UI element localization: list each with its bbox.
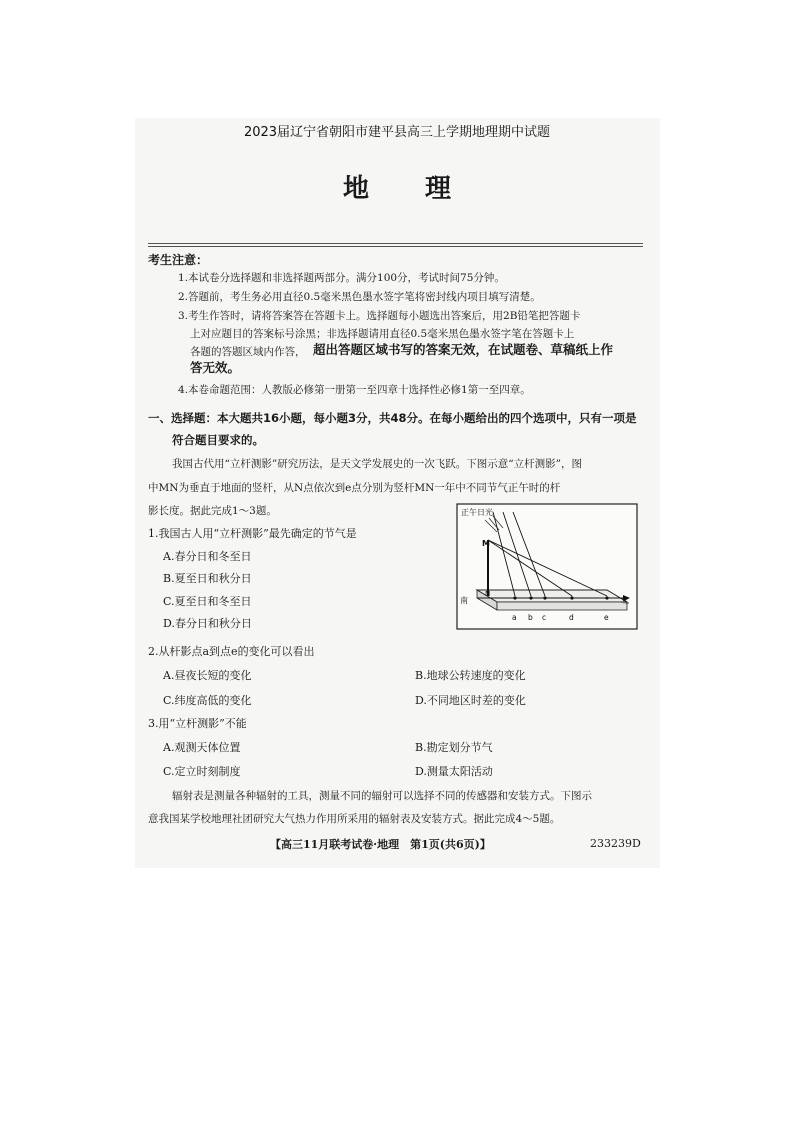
q2-option-b: B.地球公转速度的变化 [415,669,526,682]
passage2-line-2: 意我国某学校地理社团研究大气热力作用所采用的辐射表及安装方式。据此完成4～5题。 [148,813,561,825]
passage1-line-1: 我国古代用“立杆测影”研究历法，是天文学发展史的一次飞跃。下图示意“立杆测影”，图 [172,458,582,470]
ground-plate-front [497,602,627,610]
q1-option-c: C.夏至日和冬至日 [163,595,252,608]
q1-option-b: B.夏至日和秋分日 [163,572,252,585]
document-title: 2023届辽宁省朝阳市建平县高三上学期地理期中试题 [243,125,551,140]
q2-option-a: A.昼夜长短的变化 [163,669,252,682]
notice-line-1: 1.本试卷分选择题和非选择题两部分。满分100分，考试时间75分钟。 [178,272,505,284]
passage2-line-1: 辐射表是测量各种辐射的工具，测量不同的辐射可以选择不同的传感器和安装方式。下图示 [172,790,592,802]
pole-shadow-figure [455,502,640,632]
notice-line-5: 各题的答题区域内作答， [190,346,306,358]
label-point-a: a [512,613,517,622]
notice-line-8: 4.本卷命题范围：人教版必修第一册第一至四章十选择性必修1第一至四章。 [178,384,531,396]
label-point-e: e [604,613,609,622]
label-m: M [482,539,490,548]
label-north: 北 [621,596,629,605]
q3-option-c: C.定立时刻制度 [163,765,241,778]
q1-stem: 1.我国古人用“立杆测影”最先确定的节气是 [148,527,357,540]
figure-label-sun: 正午日光 [461,508,493,517]
notice-line-3: 3.考生作答时，请将答案答在答题卡上。选择题每小题选出答案后，用2B铅笔把答题卡 [178,310,581,322]
divider-top [148,243,643,244]
q3-option-a: A.观测天体位置 [163,741,241,754]
label-n: N [485,590,491,598]
passage1-line-3: 影长度。据此完成1～3题。 [148,505,277,517]
q2-option-d: D.不同地区时差的变化 [415,694,526,707]
q1-option-d: D.春分日和秋分日 [163,617,252,630]
q2-stem: 2.从杆影点a到点e的变化可以看出 [148,645,315,658]
divider-top-thin [148,246,643,247]
notice-line-6-emphasis: 超出答题区域书写的答案无效，在试题卷、草稿纸上作 [313,342,614,357]
ground-plate [477,590,627,602]
notice-line-7-emphasis: 答无效。 [190,360,241,375]
q3-option-b: B.勘定划分节气 [415,741,493,754]
section-heading: 一、选择题：本大题共16小题，每小题3分，共48分。在每小题给出的四个选项中，只有一项是 [148,411,637,425]
q3-option-d: D.测量太阳活动 [415,765,493,778]
notice-heading: 考生注意： [148,253,209,267]
q1-option-a: A.春分日和冬至日 [163,550,252,563]
notice-line-4: 上对应题目的答案标号涂黑；非选择题请用直径0.5毫米黑色墨水签字笔在答题卡上 [190,328,575,340]
subject-title: 地理 [342,174,507,204]
notice-line-2: 2.答题前，考生务必用直径0.5毫米黑色墨水签字笔将密封线内项目填写清楚。 [178,291,541,303]
label-point-d: d [569,613,574,622]
label-south: 南 [460,596,468,605]
footer-page-info: 【高三11月联考试卷·地理 第1页(共6页)】 [270,838,491,851]
q2-option-c: C.纬度高低的变化 [163,694,252,707]
label-point-b: b [528,613,533,622]
passage1-line-2: 中MN为垂直于地面的竖杆，从N点依次到e点分别为竖杆MN一年中不同节气正午时的杆 [148,482,561,494]
footer-code: 233239D [590,837,641,850]
section-heading-cont: 符合题目要求的。 [172,433,264,447]
q3-stem: 3.用“立杆测影”不能 [148,717,247,730]
label-point-c: c [542,613,547,622]
